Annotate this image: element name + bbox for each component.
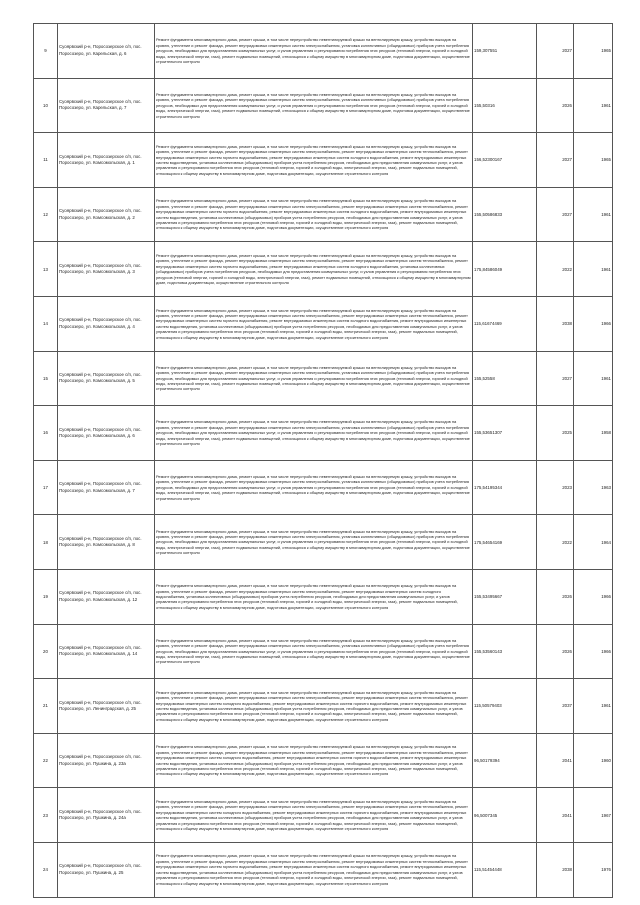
table-row bbox=[34, 351, 613, 406]
build-year: 1976 bbox=[574, 842, 613, 897]
build-year: 1966 bbox=[574, 296, 613, 351]
house-address: Суоярвский р-н, Поросозерское с/п, пос. Поросозеро, ул. Пушкина, д. 25 bbox=[58, 842, 155, 897]
row-number: 12 bbox=[34, 187, 58, 242]
plan-year: 2026 bbox=[537, 569, 574, 624]
plan-year: 2025 bbox=[537, 406, 574, 461]
house-address: Суоярвский р-н, Поросозерское с/п, пос. Поросозеро, ул. Комсомольская, д. 7 bbox=[58, 460, 155, 515]
build-year: 1966 bbox=[574, 569, 613, 624]
cost-value: 115,50579403 bbox=[473, 679, 537, 734]
plan-year: 2041 bbox=[537, 788, 574, 843]
plan-year: 2026 bbox=[537, 78, 574, 133]
build-year: 1961 bbox=[574, 679, 613, 734]
house-address: Суоярвский р-н, Поросозерское с/п, пос. Поросозеро, ул. Комсомольская, д. 6 bbox=[58, 406, 155, 461]
repair-works: Ремонт фундамента многоквартирного дома, ремонт крыши, в том числе переустройство невентилируемой крыши на вентилируемую крышу, устройство выходов на кровлю, утепление и ремонт фасада, ремонт внутридомовых инженерных систем электроснабжения, установка коллективных (общедомовых) приборов учета потребления ресурсов, необходимых для предоставления коммунальных услуг, и узлов управления и регулирования потребления этих ресурсов (тепловой энергии, горячей и холодной воды, электрической энергии, газа), ремонт подвальных помещений, относящихся к общему имуществу в многоквартирном доме, подготовка документации, осуществление строительного контроля bbox=[155, 624, 473, 679]
cost-value: 115,51454448 bbox=[473, 842, 537, 897]
build-year: 1963 bbox=[574, 460, 613, 515]
table-row bbox=[34, 242, 613, 297]
plan-year: 2026 bbox=[537, 624, 574, 679]
cost-value: 155,53560143 bbox=[473, 624, 537, 679]
repair-works: Ремонт фундамента многоквартирного дома, ремонт крыши, в том числе переустройство невентилируемой крыши на вентилируемую крышу, устройство выходов на кровлю, утепление и ремонт фасада, ремонт внутридомовых инженерных систем электроснабжения, установка коллективных (общедомовых) приборов учета потребления ресурсов, необходимых для предоставления коммунальных услуг, и узлов управления и регулирования потребления этих ресурсов (тепловой энергии, горячей и холодной воды, электрической энергии, газа), ремонт подвальных помещений, относящихся к общему имуществу в многоквартирном доме, подготовка документации, осуществление строительного контроля bbox=[155, 460, 473, 515]
table-row bbox=[34, 624, 613, 679]
table-row bbox=[34, 187, 613, 242]
table-row bbox=[34, 460, 613, 515]
build-year: 1961 bbox=[574, 351, 613, 406]
row-number: 18 bbox=[34, 515, 58, 570]
cost-value: 175,84586049 bbox=[473, 242, 537, 297]
table-row bbox=[34, 24, 613, 79]
repair-works: Ремонт фундамента многоквартирного дома, ремонт крыши, в том числе переустройство невентилируемой крыши на вентилируемую крышу, устройство выходов на кровлю, утепление и ремонт фасада, ремонт внутридомовых инженерных систем электроснабжения, ремонт внутридомовых инженерных систем теплоснабжения, ремонт внутридомовых инженерных систем холодного водоснабжения, ремонт внутридомовых инженерных систем горячего водоснабжения, ремонт внутридомовых инженерных систем водоотведения, установка коллективных (общедомовых) приборов учета потребления ресурсов, необходимых для предоставления коммунальных услуг, и узлов управления и регулирования потребления этих ресурсов (тепловой энергии, горячей и холодной воды, электрической энергии, газа), ремонт подвальных помещений, относящихся к общему имуществу в многоквартирном доме, подготовка документации, осуществление строительного контроля bbox=[155, 733, 473, 788]
house-address: Суоярвский р-н, Поросозерское с/п, пос. Поросозеро, ул. Комсомольская, д. 5 bbox=[58, 351, 155, 406]
repair-works: Ремонт фундамента многоквартирного дома, ремонт крыши, в том числе переустройство невентилируемой крыши на вентилируемую крышу, устройство выходов на кровлю, утепление и ремонт фасада, ремонт внутридомовых инженерных систем электроснабжения, ремонт внутридомовых инженерных систем теплоснабжения, ремонт внутридомовых инженерных систем горячего водоснабжения, ремонт внутридомовых инженерных систем холодного водоснабжения, ремонт внутридомовых инженерных систем водоотведения, установка коллективных (общедомовых) приборов учета потребления ресурсов, необходимых для предоставления коммунальных услуг, и узлов управления и регулирования потребления этих ресурсов (тепловой энергии, горячей и холодной воды, электрической энергии, газа), ремонт подвальных помещений, относящихся к общему имуществу в многоквартирном доме, подготовка документации, осуществление строительного контроля bbox=[155, 187, 473, 242]
plan-year: 2022 bbox=[537, 515, 574, 570]
cost-value: 115,61674469 bbox=[473, 296, 537, 351]
repair-works: Ремонт фундамента многоквартирного дома, ремонт крыши, в том числе переустройство невентилируемой крыши на вентилируемую крышу, устройство выходов на кровлю, утепление и ремонт фасада, ремонт внутридомовых инженерных систем электроснабжения, установка коллективных (общедомовых) приборов учета потребления ресурсов, необходимых для предоставления коммунальных услуг, и узлов управления и регулирования потребления этих ресурсов (тепловой энергии, горячей и холодной воды, электрической энергии, газа), ремонт подвальных помещений, относящихся к общему имуществу в многоквартирном доме, подготовка документации, осуществление строительного контроля bbox=[155, 351, 473, 406]
row-number: 15 bbox=[34, 351, 58, 406]
table-row bbox=[34, 788, 613, 843]
cost-value: 156,52300167 bbox=[473, 133, 537, 188]
cost-value: 175,54195344 bbox=[473, 460, 537, 515]
table-row bbox=[34, 296, 613, 351]
cost-value: 96,5007345 bbox=[473, 788, 537, 843]
house-address: Суоярвский р-н, Поросозерское с/п, пос. Поросозеро, ул. Комсомольская, д. 1 bbox=[58, 133, 155, 188]
plan-year: 2027 bbox=[537, 133, 574, 188]
register-table-body bbox=[34, 24, 613, 898]
cost-value: 155,50316 bbox=[473, 78, 537, 133]
cost-value: 155,53651307 bbox=[473, 406, 537, 461]
repair-works: Ремонт фундамента многоквартирного дома, ремонт крыши, в том числе переустройство невентилируемой крыши на вентилируемую крышу, устройство выходов на кровлю, утепление и ремонт фасада, ремонт внутридомовых инженерных систем электроснабжения, ремонт внутридомовых инженерных систем теплоснабжения, ремонт внутридомовых инженерных систем горячего водоснабжения, ремонт внутридомовых инженерных систем холодного водоснабжения, ремонт внутридомовых инженерных систем водоотведения, установка коллективных (общедомовых) приборов учета потребления ресурсов, необходимых для предоставления коммунальных услуг, и узлов управления и регулирования потребления этих ресурсов (тепловой энергии, горячей и холодной воды, электрической энергии, газа), ремонт подвальных помещений, относящихся к общему имуществу в многоквартирном доме, подготовка документации, осуществление строительного контроля bbox=[155, 296, 473, 351]
plan-year: 2023 bbox=[537, 460, 574, 515]
row-number: 11 bbox=[34, 133, 58, 188]
plan-year: 2022 bbox=[537, 242, 574, 297]
build-year: 1958 bbox=[574, 406, 613, 461]
build-year: 1966 bbox=[574, 624, 613, 679]
repair-works: Ремонт фундамента многоквартирного дома, ремонт крыши, в том числе переустройство невентилируемой крыши на вентилируемую крышу, устройство выходов на кровлю, утепление и ремонт фасада, ремонт внутридомовых инженерных систем электроснабжения, ремонт внутридомовых инженерных систем теплоснабжения, ремонт внутридомовых инженерных систем горячего водоснабжения, ремонт внутридомовых инженерных систем холодного водоснабжения, ремонт внутридомовых инженерных систем водоотведения, установка коллективных (общедомовых) приборов учета потребления ресурсов, необходимых для предоставления коммунальных услуг, и узлов управления и регулирования потребления этих ресурсов (тепловой энергии, горячей и холодной воды, электрической энергии, газа), ремонт подвальных помещений, относящихся к общему имуществу в многоквартирном доме, подготовка документации, осуществление строительного контроля bbox=[155, 842, 473, 897]
row-number: 22 bbox=[34, 733, 58, 788]
table-row bbox=[34, 515, 613, 570]
build-year: 1965 bbox=[574, 133, 613, 188]
cost-value: 159,307551 bbox=[473, 24, 537, 79]
cost-value: 155,50586833 bbox=[473, 187, 537, 242]
cost-value: 155,52558 bbox=[473, 351, 537, 406]
table-row bbox=[34, 406, 613, 461]
row-number: 24 bbox=[34, 842, 58, 897]
repair-works: Ремонт фундамента многоквартирного дома, ремонт крыши, в том числе переустройство невентилируемой крыши на вентилируемую крышу, устройство выходов на кровлю, утепление и ремонт фасада, ремонт внутридомовых инженерных систем электроснабжения, ремонт внутридомовых инженерных систем теплоснабжения, ремонт внутридомовых инженерных систем горячего водоснабжения, ремонт внутридомовых инженерных систем холодного водоснабжения, ремонт внутридомовых инженерных систем водоотведения, установка коллективных (общедомовых) приборов учета потребления ресурсов, необходимых для предоставления коммунальных услуг, и узлов управления и регулирования потребления этих ресурсов (тепловой энергии, горячей и холодной воды, электрической энергии, газа), ремонт подвальных помещений, относящихся к общему имуществу в многоквартирном доме, подготовка документации, осуществление строительного контроля bbox=[155, 133, 473, 188]
table-row bbox=[34, 569, 613, 624]
row-number: 16 bbox=[34, 406, 58, 461]
plan-year: 2041 bbox=[537, 733, 574, 788]
table-row bbox=[34, 78, 613, 133]
cost-value: 155,53495667 bbox=[473, 569, 537, 624]
house-address: Суоярвский р-н, Поросозерское с/п, пос. Поросозеро, ул. Комсомольская, д. 14 bbox=[58, 624, 155, 679]
house-address: Суоярвский р-н, Поросозерское с/п, пос. Поросозеро, ул. Пушкина, д. 23а bbox=[58, 733, 155, 788]
build-year: 1964 bbox=[574, 515, 613, 570]
repair-works: Ремонт фундамента многоквартирного дома, ремонт крыши, в том числе переустройство невентилируемой крыши на вентилируемую крышу, устройство выходов на кровлю, утепление и ремонт фасада, ремонт внутридомовых инженерных систем электроснабжения, ремонт внутридомовых инженерных систем теплоснабжения, ремонт внутридомовых инженерных систем холодного водоснабжения, ремонт внутридомовых инженерных систем горячего водоснабжения, ремонт внутридомовых инженерных систем водоотведения, установка коллективных (общедомовых) приборов учета потребления ресурсов, необходимых для предоставления коммунальных услуг, и узлов управления и регулирования потребления этих ресурсов (тепловой энергии, горячей и холодной воды, электрической энергии, газа), ремонт подвальных помещений, относящихся к общему имуществу в многоквартирном доме, подготовка документации, осуществление строительного контроля bbox=[155, 788, 473, 843]
cost-value: 96,50179394 bbox=[473, 733, 537, 788]
row-number: 23 bbox=[34, 788, 58, 843]
row-number: 14 bbox=[34, 296, 58, 351]
plan-year: 2038 bbox=[537, 842, 574, 897]
house-address: Суоярвский р-н, Поросозерское с/п, пос. Поросозеро, ул. Комсомольская, д. 4 bbox=[58, 296, 155, 351]
build-year: 1960 bbox=[574, 733, 613, 788]
row-number: 9 bbox=[34, 24, 58, 79]
row-number: 13 bbox=[34, 242, 58, 297]
repair-works: Ремонт фундамента многоквартирного дома, ремонт крыши, в том числе переустройство невентилируемой крыши на вентилируемую крышу, устройство выходов на кровлю, утепление и ремонт фасада, ремонт внутридомовых инженерных систем электроснабжения, установка коллективных (общедомовых) приборов учета потребления ресурсов, необходимых для предоставления коммунальных услуг, и узлов управления и регулирования потребления этих ресурсов (тепловой энергии, горячей и холодной воды, электрической энергии, газа), ремонт подвальных помещений, относящихся к общему имуществу в многоквартирном доме, подготовка документации, осуществление строительного контроля bbox=[155, 24, 473, 79]
row-number: 21 bbox=[34, 679, 58, 734]
repair-works: Ремонт фундамента многоквартирного дома, ремонт крыши, в том числе переустройство невентилируемой крыши на вентилируемую крышу, устройство выходов на кровлю, утепление и ремонт фасада, ремонт внутридомовых инженерных систем электроснабжения, установка коллективных (общедомовых) приборов учета потребления ресурсов, необходимых для предоставления коммунальных услуг, и узлов управления и регулирования потребления этих ресурсов (тепловой энергии, горячей и холодной воды, электрической энергии, газа), ремонт подвальных помещений, относящихся к общему имуществу в многоквартирном доме, подготовка документации, осуществление строительного контроля bbox=[155, 406, 473, 461]
repair-works: Ремонт фундамента многоквартирного дома, ремонт крыши, в том числе переустройство невентилируемой крыши на вентилируемую крышу, устройство выходов на кровлю, утепление и ремонт фасада, ремонт внутридомовых инженерных систем электроснабжения, ремонт внутридомовых инженерных систем теплоснабжения, ремонт внутридомовых инженерных систем горячего водоснабжения, ремонт внутридомовых инженерных систем холодного водоснабжения, установка коллективных (общедомовых) приборов учета потребления ресурсов, необходимых для предоставления коммунальных услуг, и узлов управления и регулирования потребления этих ресурсов (тепловой энергии, горячей и холодной воды, электрической энергии, газа), ремонт подвальных помещений, относящихся к общему имуществу в многоквартирном доме, подготовка документации, осуществление строительного контроля bbox=[155, 242, 473, 297]
table-row bbox=[34, 679, 613, 734]
register-table bbox=[33, 23, 613, 898]
row-number: 20 bbox=[34, 624, 58, 679]
plan-year: 2037 bbox=[537, 679, 574, 734]
row-number: 17 bbox=[34, 460, 58, 515]
build-year: 1961 bbox=[574, 242, 613, 297]
repair-works: Ремонт фундамента многоквартирного дома, ремонт крыши, в том числе переустройство невентилируемой крыши на вентилируемую крышу, устройство выходов на кровлю, утепление и ремонт фасада, ремонт внутридомовых инженерных систем электроснабжения, установка коллективных (общедомовых) приборов учета потребления ресурсов, необходимых для предоставления коммунальных услуг, и узлов управления и регулирования потребления этих ресурсов (тепловой энергии, горячей и холодной воды, электрической энергии, газа), ремонт подвальных помещений, относящихся к общему имуществу в многоквартирном доме, подготовка документации, осуществление строительного контроля bbox=[155, 515, 473, 570]
build-year: 1961 bbox=[574, 187, 613, 242]
table-row bbox=[34, 733, 613, 788]
row-number: 10 bbox=[34, 78, 58, 133]
cost-value: 175,54654169 bbox=[473, 515, 537, 570]
house-address: Суоярвский р-н, Поросозерское с/п, пос. Поросозеро, ул. Карельская, д. 7 bbox=[58, 78, 155, 133]
house-address: Суоярвский р-н, Поросозерское с/п, пос. Поросозеро, ул. Карельская, д. 6 bbox=[58, 24, 155, 79]
house-address: Суоярвский р-н, Поросозерское с/п, пос. Поросозеро, ул. Комсомольская, д. 2 bbox=[58, 187, 155, 242]
house-address: Суоярвский р-н, Поросозерское с/п, пос. Поросозеро, ул. Пушкина, д. 24а bbox=[58, 788, 155, 843]
plan-year: 2027 bbox=[537, 24, 574, 79]
build-year: 1961 bbox=[574, 78, 613, 133]
table-row bbox=[34, 842, 613, 897]
plan-year: 2027 bbox=[537, 351, 574, 406]
plan-year: 2038 bbox=[537, 296, 574, 351]
repair-works: Ремонт фундамента многоквартирного дома, ремонт крыши, в том числе переустройство невентилируемой крыши на вентилируемую крышу, устройство выходов на кровлю, утепление и ремонт фасада, ремонт внутридомовых инженерных систем электроснабжения, ремонт внутридомовых инженерных систем теплоснабжения, ремонт внутридомовых инженерных систем холодного водоснабжения, ремонт внутридомовых инженерных систем горячего водоснабжения, ремонт внутридомовых инженерных систем водоотведения, установка коллективных (общедомовых) приборов учета потребления ресурсов, необходимых для предоставления коммунальных услуг, и узлов управления и регулирования потребления этих ресурсов (тепловой энергии, горячей и холодной воды, электрической энергии, газа), ремонт подвальных помещений, относящихся к общему имуществу в многоквартирном доме, подготовка документации, осуществление строительного контроля bbox=[155, 679, 473, 734]
house-address: Суоярвский р-н, Поросозерское с/п, пос. Поросозеро, ул. Комсомольская, д. 3 bbox=[58, 242, 155, 297]
build-year: 1965 bbox=[574, 24, 613, 79]
house-address: Суоярвский р-н, Поросозерское с/п, пос. Поросозеро, ул. Ленинградская, д. 25 bbox=[58, 679, 155, 734]
table-row bbox=[34, 133, 613, 188]
plan-year: 2027 bbox=[537, 187, 574, 242]
build-year: 1967 bbox=[574, 788, 613, 843]
house-address: Суоярвский р-н, Поросозерское с/п, пос. Поросозеро, ул. Комсомольская, д. 8 bbox=[58, 515, 155, 570]
repair-works: Ремонт фундамента многоквартирного дома, ремонт крыши, в том числе переустройство невентилируемой крыши на вентилируемую крышу, устройство выходов на кровлю, утепление и ремонт фасада, ремонт внутридомовых инженерных систем электроснабжения, ремонт внутридомовых инженерных систем холодного водоснабжения, установка коллективных (общедомовых) приборов учета потребления ресурсов, необходимых для предоставления коммунальных услуг, и узлов управления и регулирования потребления этих ресурсов (тепловой энергии, горячей и холодной воды, электрической энергии, газа), ремонт подвальных помещений, относящихся к общему имуществу в многоквартирном доме, подготовка документации, осуществление строительного контроля bbox=[155, 569, 473, 624]
repair-works: Ремонт фундамента многоквартирного дома, ремонт крыши, в том числе переустройство невентилируемой крыши на вентилируемую крышу, устройство выходов на кровлю, утепление и ремонт фасада, ремонт внутридомовых инженерных систем электроснабжения, установка коллективных (общедомовых) приборов учета потребления ресурсов, необходимых для предоставления коммунальных услуг, и узлов управления и регулирования потребления этих ресурсов (тепловой энергии, горячей и холодной воды, электрической энергии, газа), ремонт подвальных помещений, относящихся к общему имуществу в многоквартирном доме, подготовка документации, осуществление строительного контроля bbox=[155, 78, 473, 133]
house-address: Суоярвский р-н, Поросозерское с/п, пос. Поросозеро, ул. Комсомольская, д. 12 bbox=[58, 569, 155, 624]
row-number: 19 bbox=[34, 569, 58, 624]
